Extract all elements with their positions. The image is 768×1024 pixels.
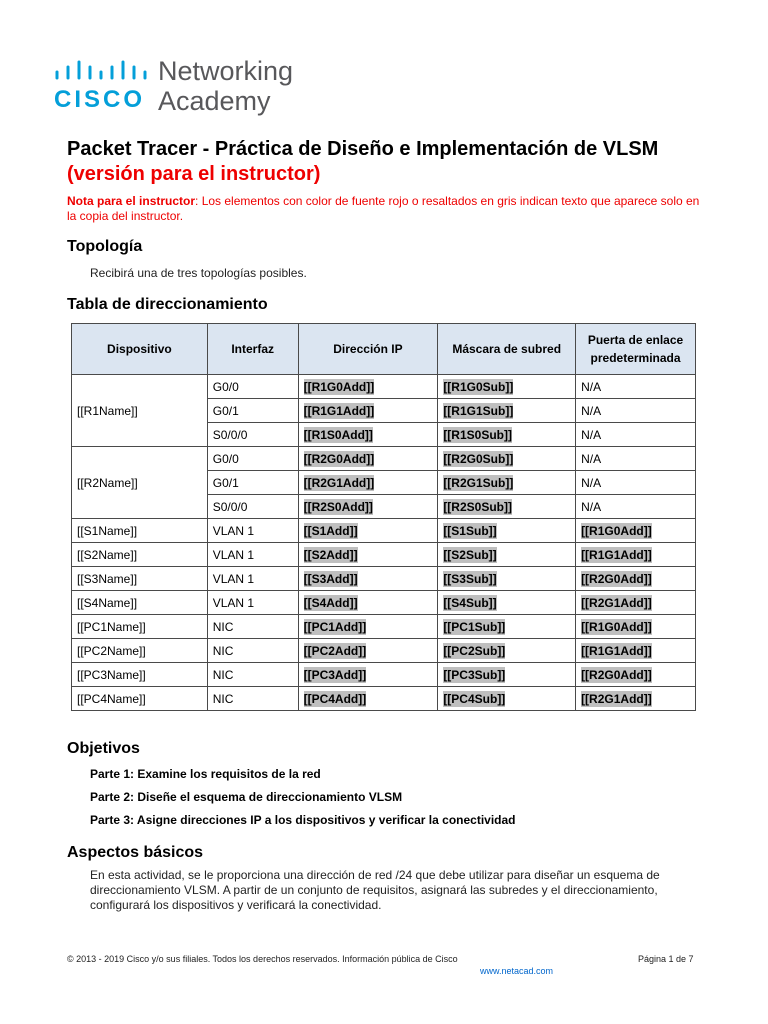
ip-cell: [298, 447, 438, 471]
table-row: [72, 591, 696, 615]
instructor-note-text: : Los elementos con color de fuente rojo o resaltados en gris indican texto que aparece solo en la copia del instructor.: [67, 194, 700, 223]
interface-cell: VLAN 1: [207, 519, 298, 543]
mask-cell-value: [[S2Sub]]: [443, 547, 497, 562]
mask-cell: [438, 447, 576, 471]
device-cell: [[R2Name]]: [72, 447, 208, 519]
footer-copyright: © 2013 - 2019 Cisco y/o sus filiales. Todos los derechos reservados. Información pública de Cisco: [67, 954, 458, 964]
footer-link[interactable]: www.netacad.com: [480, 966, 554, 976]
instructor-note-label: Nota para el instructor: [67, 194, 196, 208]
ip-cell: [298, 639, 438, 663]
gateway-cell: [576, 567, 696, 591]
mask-cell-value: [[S1Sub]]: [443, 523, 497, 538]
gateway-cell: [576, 615, 696, 639]
interface-cell: VLAN 1: [207, 543, 298, 567]
mask-cell-value: [[S4Sub]]: [443, 595, 497, 610]
interface-cell: G0/1: [207, 399, 298, 423]
device-cell: [[S1Name]]: [72, 519, 208, 543]
table-row: [72, 639, 696, 663]
ip-cell-value: [[PC4Add]]: [303, 691, 367, 706]
table-row: [72, 663, 696, 687]
cisco-bars-icon: [54, 60, 150, 82]
ip-cell-value: [[R2G0Add]]: [303, 451, 375, 466]
interface-cell: NIC: [207, 687, 298, 711]
gateway-cell-value: [[R2G0Add]]: [581, 667, 652, 682]
interface-cell: NIC: [207, 639, 298, 663]
gateway-cell-value: [[R1G0Add]]: [581, 619, 652, 634]
mask-cell-value: [[R1G0Sub]]: [443, 379, 514, 394]
interface-cell: VLAN 1: [207, 567, 298, 591]
interface-cell: NIC: [207, 615, 298, 639]
brand-networking: Networking: [158, 56, 294, 86]
ip-cell: [298, 663, 438, 687]
gateway-cell: [576, 687, 696, 711]
instructor-note: [67, 194, 702, 224]
mask-cell-value: [[R1G1Sub]]: [443, 403, 514, 418]
ip-cell-value: [[R1S0Add]]: [303, 427, 373, 442]
gateway-cell-value: [[R2G0Add]]: [581, 571, 652, 586]
mask-cell-value: [[PC4Sub]]: [443, 691, 506, 706]
footer-page-number: Página 1 de 7: [638, 954, 694, 964]
table-row: [72, 615, 696, 639]
mask-cell: [438, 519, 576, 543]
mask-cell-value: [[PC2Sub]]: [443, 643, 506, 658]
mask-cell-value: [[R1S0Sub]]: [443, 427, 512, 442]
gateway-cell: [576, 639, 696, 663]
mask-cell-value: [[R2S0Sub]]: [443, 499, 512, 514]
ip-cell-value: [[PC2Add]]: [303, 643, 367, 658]
gateway-cell: N/A: [576, 495, 696, 519]
addressing-table: [71, 323, 696, 711]
device-cell: [[S3Name]]: [72, 567, 208, 591]
mask-cell-value: [[R2G1Sub]]: [443, 475, 514, 490]
ip-cell: [298, 519, 438, 543]
gateway-cell-value: [[R2G1Add]]: [581, 595, 652, 610]
ip-cell: [298, 687, 438, 711]
mask-cell: [438, 591, 576, 615]
ip-cell: [298, 615, 438, 639]
ip-cell-value: [[PC1Add]]: [303, 619, 367, 634]
gateway-cell: [576, 543, 696, 567]
mask-cell-value: [[R2G0Sub]]: [443, 451, 514, 466]
interface-cell: NIC: [207, 663, 298, 687]
gateway-cell: [576, 519, 696, 543]
ip-cell: [298, 495, 438, 519]
table-header-row: [72, 324, 696, 375]
mask-cell: [438, 687, 576, 711]
ip-cell-value: [[S4Add]]: [303, 595, 358, 610]
mask-cell: [438, 615, 576, 639]
background-text: En esta actividad, se le proporciona una dirección de red /24 que debe utilizar para diseñar un esquema de direccionamiento VLSM. A partir de un conjunto de requisitos, asignará las subredes y el direccionamiento, configurará los dispositivos y verificará la conectividad.: [90, 868, 660, 912]
mask-cell: [438, 399, 576, 423]
gateway-cell: [576, 591, 696, 615]
header-device: Dispositivo: [72, 324, 208, 375]
gateway-cell: N/A: [576, 399, 696, 423]
mask-cell: [438, 663, 576, 687]
mask-cell: [438, 543, 576, 567]
device-cell: [[S4Name]]: [72, 591, 208, 615]
objective-item: Parte 1: Examine los requisitos de la red: [90, 767, 321, 781]
device-cell: [[PC4Name]]: [72, 687, 208, 711]
gateway-cell-value: [[R1G0Add]]: [581, 523, 652, 538]
ip-cell: [298, 423, 438, 447]
mask-cell-value: [[PC3Sub]]: [443, 667, 506, 682]
table-body: [72, 375, 696, 711]
interface-cell: G0/0: [207, 375, 298, 399]
ip-cell-value: [[R2G1Add]]: [303, 475, 375, 490]
ip-cell-value: [[S1Add]]: [303, 523, 358, 538]
header-interface: Interfaz: [207, 324, 298, 375]
objectives-heading: Objetivos: [67, 740, 140, 757]
ip-cell: [298, 591, 438, 615]
gateway-cell-value: [[R2G1Add]]: [581, 691, 652, 706]
gateway-cell: N/A: [576, 375, 696, 399]
objective-item: Parte 2: Diseñe el esquema de direccionamiento VLSM: [90, 790, 403, 804]
ip-cell: [298, 399, 438, 423]
interface-cell: S0/0/0: [207, 423, 298, 447]
gateway-cell-value: [[R1G1Add]]: [581, 547, 652, 562]
table-row: [72, 543, 696, 567]
ip-cell: [298, 471, 438, 495]
cisco-wordmark: CISCO: [54, 86, 146, 113]
mask-cell: [438, 375, 576, 399]
header-mask: Máscara de subred: [438, 324, 576, 375]
gateway-cell-value: [[R1G1Add]]: [581, 643, 652, 658]
device-cell: [[PC1Name]]: [72, 615, 208, 639]
device-cell: [[PC2Name]]: [72, 639, 208, 663]
background-heading: Aspectos básicos: [67, 844, 204, 861]
mask-cell: [438, 471, 576, 495]
table-row: [72, 447, 696, 471]
gateway-cell: N/A: [576, 447, 696, 471]
device-cell: [[PC3Name]]: [72, 663, 208, 687]
ip-cell-value: [[S3Add]]: [303, 571, 358, 586]
mask-cell: [438, 423, 576, 447]
document-title: Packet Tracer - Práctica de Diseño e Implementación de VLSM: [67, 138, 659, 160]
mask-cell: [438, 639, 576, 663]
header-gateway: Puerta de enlace predeterminada: [576, 324, 696, 375]
objective-item: Parte 3: Asigne direcciones IP a los dispositivos y verificar la conectividad: [90, 813, 516, 827]
ip-cell: [298, 375, 438, 399]
interface-cell: VLAN 1: [207, 591, 298, 615]
mask-cell: [438, 567, 576, 591]
table-row: [72, 687, 696, 711]
mask-cell-value: [[S3Sub]]: [443, 571, 497, 586]
mask-cell-value: [[PC1Sub]]: [443, 619, 506, 634]
interface-cell: G0/0: [207, 447, 298, 471]
addressing-table-heading: Tabla de direccionamiento: [67, 296, 268, 313]
table-row: [72, 375, 696, 399]
mask-cell: [438, 495, 576, 519]
ip-cell: [298, 567, 438, 591]
ip-cell-value: [[S2Add]]: [303, 547, 358, 562]
table-row: [72, 519, 696, 543]
topology-text: Recibirá una de tres topologías posibles.: [90, 266, 307, 280]
device-cell: [[S2Name]]: [72, 543, 208, 567]
cisco-networking-academy-logo: [50, 58, 310, 118]
interface-cell: S0/0/0: [207, 495, 298, 519]
gateway-cell: N/A: [576, 423, 696, 447]
document-subtitle: (versión para el instructor): [67, 163, 321, 185]
interface-cell: G0/1: [207, 471, 298, 495]
ip-cell-value: [[R2S0Add]]: [303, 499, 373, 514]
table-row: [72, 567, 696, 591]
ip-cell: [298, 543, 438, 567]
ip-cell-value: [[R1G1Add]]: [303, 403, 375, 418]
topology-heading: Topología: [67, 238, 143, 255]
ip-cell-value: [[PC3Add]]: [303, 667, 367, 682]
brand-academy: Academy: [158, 86, 271, 116]
gateway-cell: N/A: [576, 471, 696, 495]
ip-cell-value: [[R1G0Add]]: [303, 379, 375, 394]
gateway-cell: [576, 663, 696, 687]
device-cell: [[R1Name]]: [72, 375, 208, 447]
header-ip: Dirección IP: [298, 324, 438, 375]
